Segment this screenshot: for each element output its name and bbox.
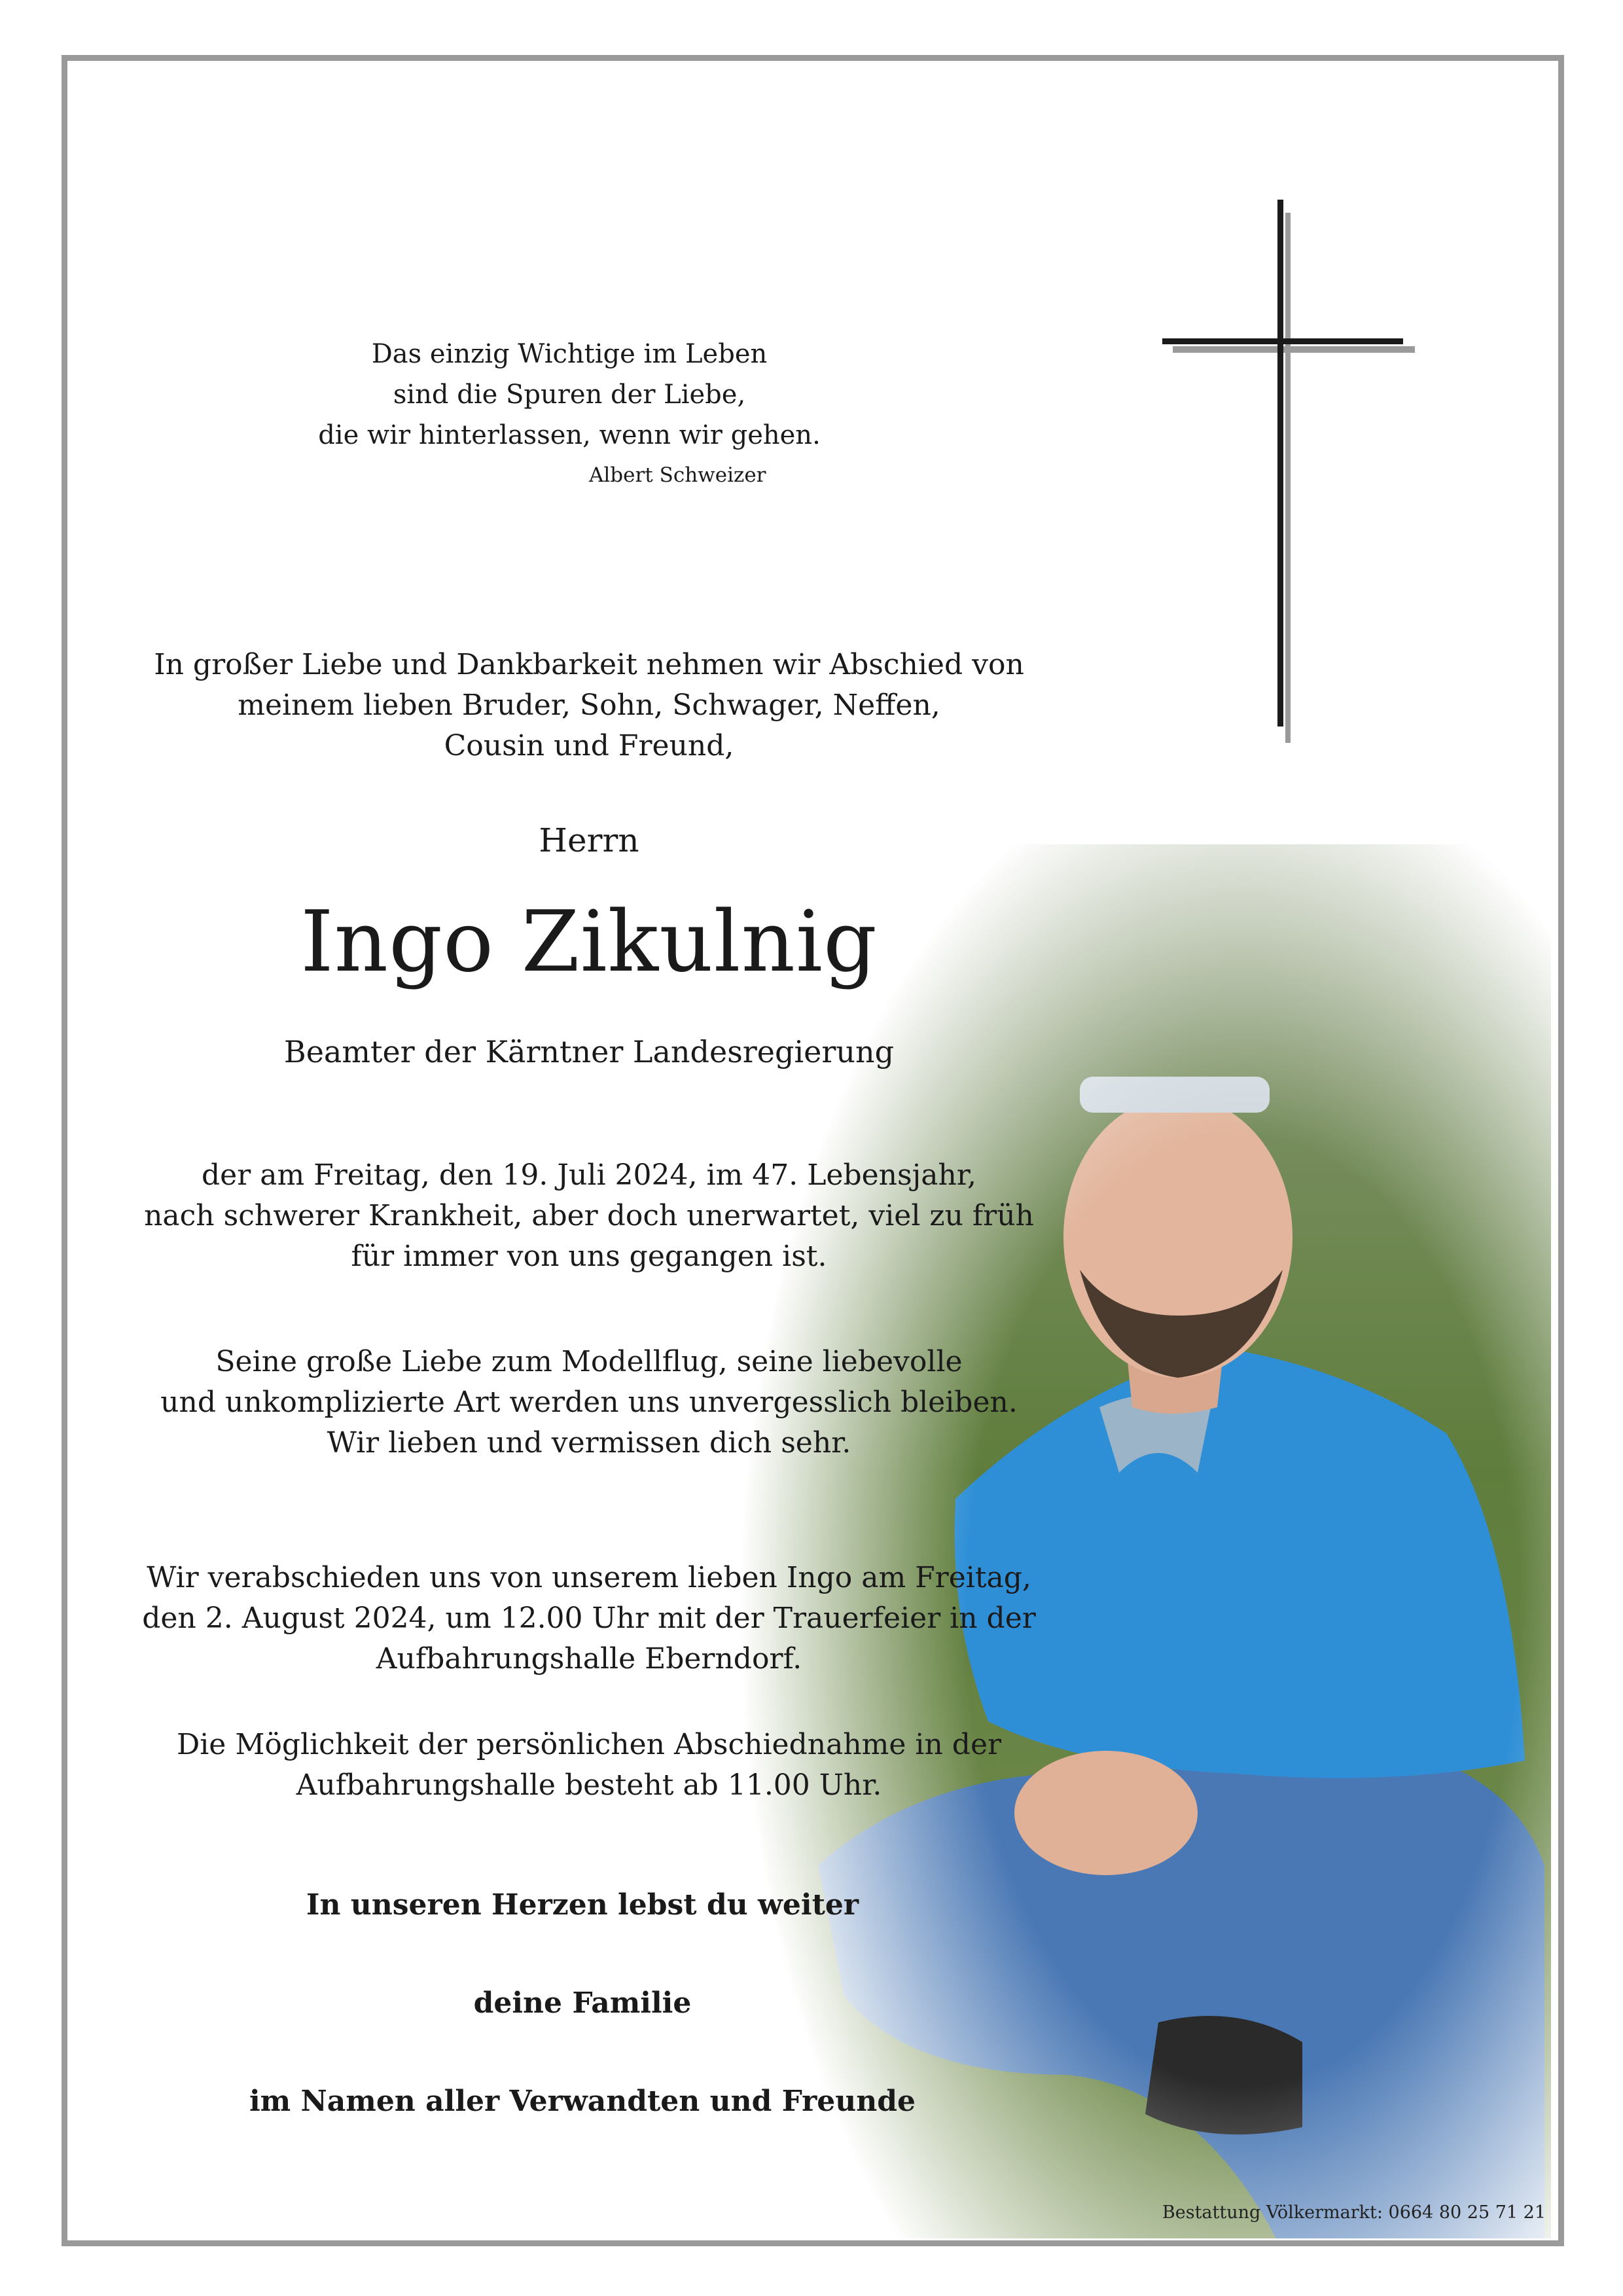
death-line: für immer von uns gegangen ist.: [351, 1240, 827, 1273]
quote-line: Das einzig Wichtige im Leben: [371, 339, 768, 369]
funeral-line: Wir verabschieden uns von unserem lieben Ingo am Freitag,: [147, 1561, 1031, 1594]
tribute-line: Seine große Liebe zum Modellflug, seine liebevolle: [215, 1345, 963, 1378]
funeral-line: Aufbahrungshalle Eberndorf.: [376, 1642, 802, 1676]
cross-icon: [1158, 200, 1420, 743]
quote-author: Albert Schweizer: [589, 463, 766, 487]
quote-line: sind die Spuren der Liebe,: [393, 380, 746, 410]
tribute-text: [98, 1342, 1080, 1463]
funeral-info: [98, 1558, 1080, 1679]
farewell-info: [98, 1725, 1080, 1806]
closing-line-family: deine Familie: [473, 1986, 692, 2020]
deceased-name: Ingo Zikulnig: [300, 893, 878, 991]
tribute-line: und unkomplizierte Art werden uns unvergesslich bleiben.: [160, 1386, 1018, 1419]
intro-text: [131, 645, 1047, 766]
death-notice: [98, 1155, 1080, 1277]
quote-line: die wir hinterlassen, wenn wir gehen.: [318, 420, 821, 450]
tribute-line: Wir lieben und vermissen dich sehr.: [327, 1426, 851, 1460]
closing-line-heart: In unseren Herzen lebst du weiter: [306, 1888, 859, 1922]
quote: [308, 334, 831, 456]
occupation: Beamter der Kärntner Landesregierung: [283, 1034, 895, 1069]
death-line: nach schwerer Krankheit, aber doch unerwartet, viel zu früh: [144, 1199, 1034, 1232]
salutation: Herrn: [539, 821, 639, 859]
intro-line: meinem lieben Bruder, Sohn, Schwager, Neffen,: [238, 689, 940, 722]
intro-line: Cousin und Freund,: [444, 729, 734, 762]
farewell-line: Aufbahrungshalle besteht ab 11.00 Uhr.: [296, 1768, 882, 1802]
intro-line: In großer Liebe und Dankbarkeit nehmen wir Abschied von: [154, 648, 1024, 681]
funeral-home-contact: Bestattung Völkermarkt: 0664 80 25 71 21: [1162, 2202, 1546, 2223]
funeral-line: den 2. August 2024, um 12.00 Uhr mit der Trauerfeier in der: [142, 1602, 1036, 1635]
closing-line-relatives: im Namen aller Verwandten und Freunde: [249, 2085, 916, 2118]
death-line: der am Freitag, den 19. Juli 2024, im 47. Lebensjahr,: [202, 1158, 976, 1192]
farewell-line: Die Möglichkeit der persönlichen Abschiednahme in der: [176, 1728, 1002, 1761]
